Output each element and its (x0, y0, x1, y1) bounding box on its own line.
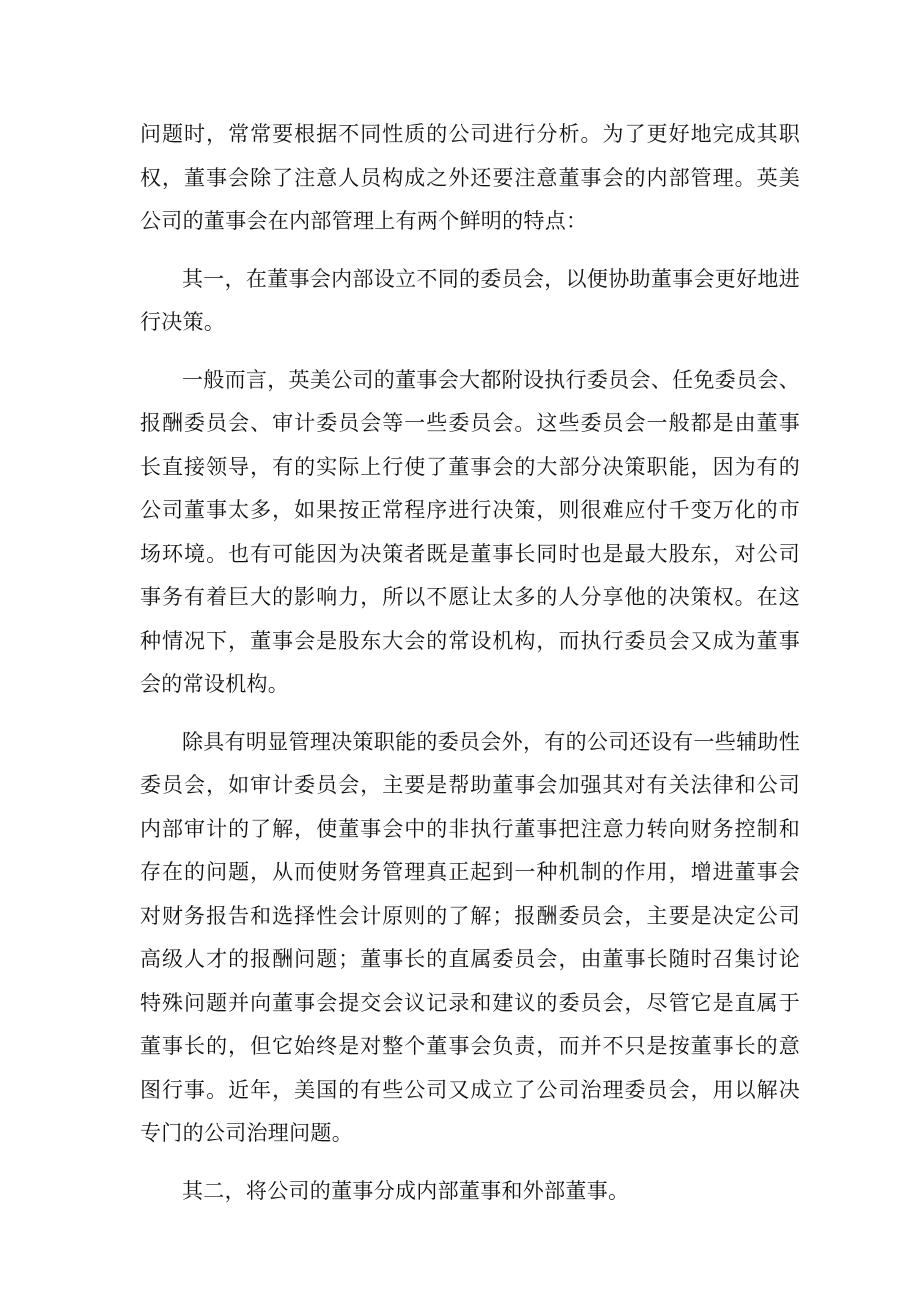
document-page (140, 113, 800, 1213)
paragraph-point-one: 其一，在董事会内部设立不同的委员会，以便协助董事会更好地进行决策。 (140, 266, 800, 334)
paragraph-point-two: 其二，将公司的董事分成内部董事和外部董事。 (182, 1178, 630, 1203)
paragraph-auxiliary-committees: 除具有明显管理决策职能的委员会外，有的公司还设有一些辅助性委员会，如审计委员会，主要是帮助董事会加强其对有关法律和公司内部审计的了解，使董事会中的非执行董事把注意力转向财务控制和存在的问题，从而使财务管理真正起到一种机制的作用，增进董事会对财务报告和选择性会计原则的了解；报酬委员会，主要是决定公司高级人才的报酬问题；董事长的直属委员会，由董事长随时召集讨论特殊问题并向董事会提交会议记录和建议的委员会，尽管它是直属于董事长的，但它始终是对整个董事会负责，而并不只是按董事长的意图行事。近年，美国的有些公司又成立了公司治理委员会，用以解决专门的公司治理问题。 (140, 729, 800, 1145)
paragraph-committees: 一般而言，英美公司的董事会大都附设执行委员会、任免委员会、报酬委员会、审计委员会等一些委员会。这些委员会一般都是由董事长直接领导，有的实际上行使了董事会的大部分决策职能，因为有的公司董事太多，如果按正常程序进行决策，则很难应付千变万化的市场环境。也有可能因为决策者既是董事长同时也是最大股东，对公司事务有着巨大的影响力，所以不愿让太多的人分享他的决策权。在这种情况下，董事会是股东大会的常设机构，而执行委员会又成为董事会的常设机构。 (140, 367, 800, 696)
paragraph-continuation: 问题时，常常要根据不同性质的公司进行分析。为了更好地完成其职权，董事会除了注意人员构成之外还要注意董事会的内部管理。英美公司的董事会在内部管理上有两个鲜明的特点： (140, 122, 800, 233)
